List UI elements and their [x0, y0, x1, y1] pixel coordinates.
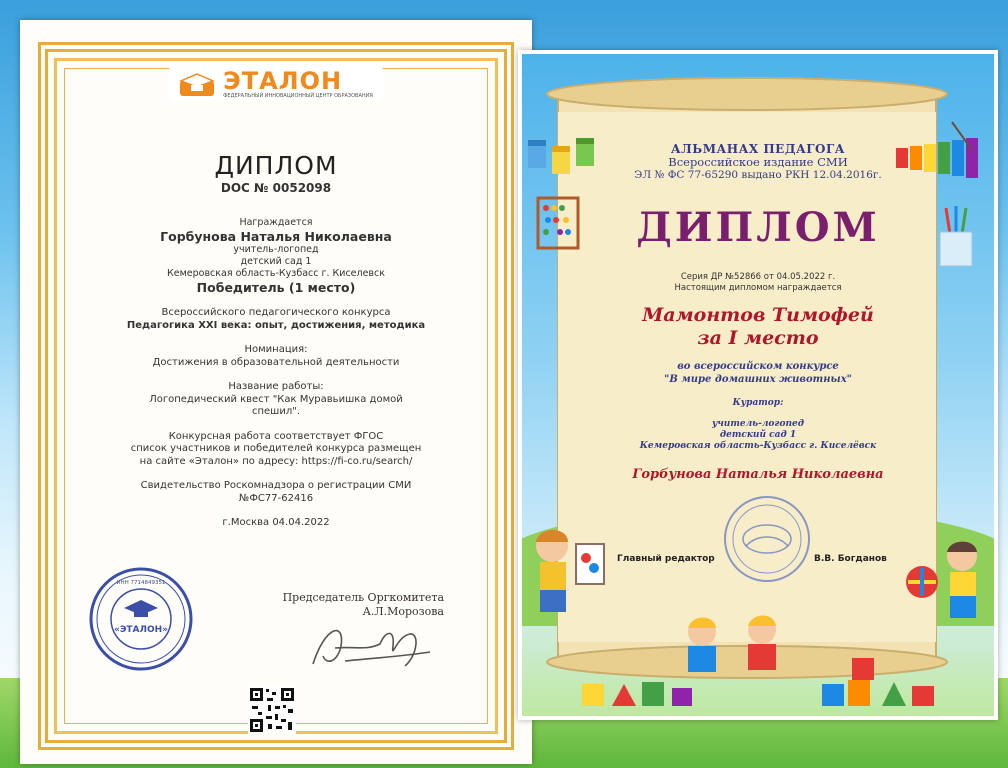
curator-location: Кемеровская область-Кузбасс г. Киселёвск — [639, 441, 877, 451]
smi-line1: Свидетельство Роскомнадзора о регистрации СМИ — [140, 480, 412, 491]
contest-block — [522, 360, 994, 386]
nomination-label: Номинация: — [244, 344, 308, 355]
smi-line2: №ФС77-62416 — [238, 492, 314, 504]
chairman-name: А.Л.Морозова — [362, 605, 444, 618]
publisher-license: ЭЛ № ФС 77-65290 выдано РКН 12.04.2016г. — [634, 169, 882, 181]
contest-line1-right: во всероссийском конкурсе — [677, 361, 839, 372]
recipient-position: учитель-логопед — [233, 244, 319, 255]
graduation-cap-icon — [179, 71, 215, 97]
recipient-location: Кемеровская область-Кузбасс г. Киселевск — [167, 268, 385, 279]
diploma-title: ДИПЛОМ — [214, 151, 338, 180]
toy-blocks-icon — [542, 654, 982, 714]
nomination: Достижения в образовательной деятельности — [152, 356, 400, 368]
fgos-line2: список участников и победителей конкурса размещен — [130, 443, 422, 454]
publisher-name: АЛЬМАНАХ ПЕДАГОГА — [670, 142, 846, 156]
recipient-institution: детский сад 1 — [240, 256, 312, 267]
contest-line2: Педагогика XXI века: опыт, достижения, методика — [126, 319, 426, 331]
etalon-logo — [169, 65, 383, 101]
chairman-block — [283, 591, 444, 619]
stamp-inn: ИНН 7714849351 — [116, 580, 166, 586]
etalon-diploma — [20, 20, 532, 764]
work-label: Название работы: — [228, 381, 324, 392]
work-line2: спешил". — [251, 406, 300, 417]
signature-icon — [305, 616, 435, 676]
recipient-name-right: Мамонтов Тимофей — [642, 304, 874, 326]
series-number: Серия ДР №52866 от 04.05.2022 г. — [680, 272, 836, 282]
awarded-label: Награждается — [239, 217, 313, 228]
doc-number: DOC № 0052098 — [220, 181, 332, 195]
publisher-type: Всероссийское издание СМИ — [668, 155, 848, 169]
curator-label: Куратор: — [732, 398, 784, 408]
recipient-block — [522, 304, 994, 350]
qr-code-icon — [248, 686, 296, 734]
fgos-line3: на сайте «Эталон» по адресу: https://fi-co.ru/search/ — [139, 455, 413, 467]
editor-name: В.В. Богданов — [814, 554, 887, 564]
city-date: г.Москва 04.04.2022 — [222, 517, 330, 528]
contest-line2-right: "В мире домашних животных" — [664, 374, 852, 385]
diploma-title-right: ДИПЛОМ — [636, 204, 880, 251]
logo-subtitle: ФЕДЕРАЛЬНЫЙ ИННОВАЦИОННЫЙ ЦЕНТР ОБРАЗОВАНИЯ — [223, 93, 373, 99]
logo-name: ЭТАЛОН — [223, 67, 343, 95]
editor-label: Главный редактор — [617, 554, 715, 564]
recipient-name: Горбунова Наталья Николаевна — [160, 229, 392, 244]
fgos-line1: Конкурсная работа соответствует ФГОС — [168, 430, 384, 442]
chairman-title: Председатель Оргкомитета — [282, 591, 444, 604]
curator-name: Горбунова Наталья Николаевна — [632, 467, 884, 482]
curator-institution: детский сад 1 — [719, 430, 797, 440]
place: за I место — [697, 327, 819, 349]
contest-line1: Всероссийского педагогического конкурса — [161, 307, 391, 318]
boy-with-ball-icon — [900, 534, 990, 624]
curator-position: учитель-логопед — [711, 419, 805, 429]
almanac-diploma — [518, 50, 998, 720]
series-block — [522, 272, 994, 294]
work-line1: Логопедический квест "Как Муравьишка домой — [149, 393, 403, 405]
boy-painting-icon — [528, 524, 608, 624]
awarded-text: Настоящим дипломом награждается — [674, 283, 842, 293]
result: Победитель (1 место) — [196, 280, 356, 295]
etalon-stamp-icon — [88, 566, 194, 672]
curator-info — [522, 419, 994, 452]
almanac-stamp-icon — [722, 494, 812, 584]
diploma-text-block — [80, 65, 472, 530]
stamp-name: «ЭТАЛОН» — [114, 625, 168, 635]
